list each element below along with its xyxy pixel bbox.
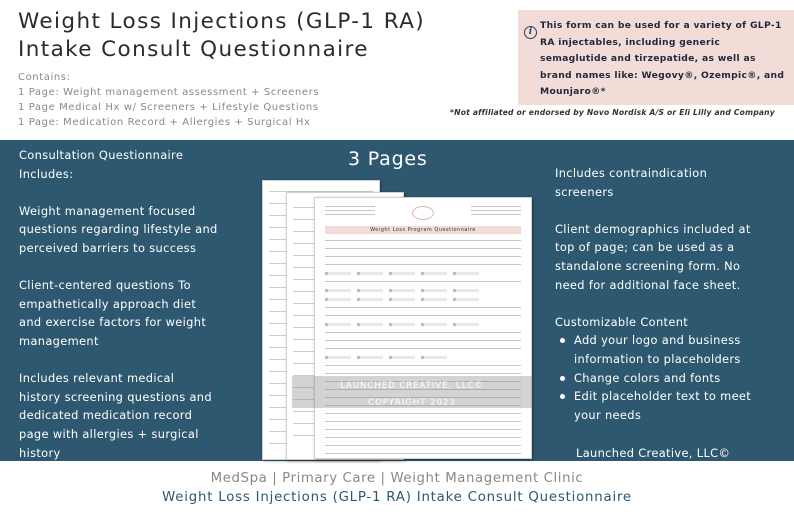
footer-title: Weight Loss Injections (GLP-1 RA) Intake Consult Questionnaire [162,490,632,505]
compatibility-note [518,10,794,105]
title-line-2: Intake Consult Questionnaire [18,37,369,62]
note-text [540,18,786,101]
list-item-continuation: your needs [574,407,642,422]
note-line: Mounjaro®* [540,86,606,97]
customizable-label: Customizable Content [555,314,689,329]
list-item: Add your logo and business [555,331,790,350]
feature-line: page with allergies + surgical [19,426,199,441]
feature-line: screeners [555,184,614,199]
right-feature-column [555,164,790,424]
list-item: Change colors and fonts [555,369,790,388]
contains-item: 1 Page Medical Hx w/ Screeners + Lifestyle Questions [18,102,319,113]
pages-heading: 3 Pages [348,148,428,170]
title-line-1: Weight Loss Injections (GLP-1 RA) [18,9,426,34]
feature-line: empathetically approach diet [19,296,197,311]
feature-line: and exercise factors for weight [19,315,207,330]
disclaimer: *Not affiliated or endorsed by Novo Nordisk A/S or Eli Lilly and Company [450,108,775,117]
preview-form-title: Weight Loss Program Questionnaire [325,226,521,234]
left-feature-column [19,146,259,462]
left-heading-line: Includes: [19,166,74,181]
note-line: brand names like: Wegovy®, Ozempic®, and [540,69,785,81]
feature-line: Client-centered questions To [19,278,191,293]
feature-line: Includes contraindication [555,166,708,180]
customization-list [555,331,790,424]
note-line: RA injectables, including generic [540,36,721,48]
header-section [0,0,794,140]
brand-signature: Launched Creative, LLC© [576,446,731,460]
feature-line: Weight management focused [19,203,196,218]
watermark-line: LAUNCHED CREATIVE, LLC© [340,381,484,391]
feature-line: questions regarding lifestyle and [19,222,218,237]
contains-item: 1 Page: Medication Record + Allergies + Surgical Hx [18,117,311,128]
contains-item: 1 Page: Weight management assessment + Screeners [18,87,320,98]
info-icon: i [524,26,537,39]
watermark-line: COPYRIGHT 2023 [368,398,456,408]
feature-line: top of page; can be used as a [555,240,735,255]
page-title [18,8,518,64]
left-heading-line: Consultation Questionnaire [19,148,184,162]
contains-list [18,70,319,130]
note-line: This form can be used for a variety of GLP-1 [540,20,782,31]
feature-line: management [19,333,99,348]
feature-line: history [19,445,61,460]
document-preview-stack [262,180,532,460]
feature-line: need for additional face sheet. [555,277,741,292]
features-panel [0,140,794,461]
note-line: semaglutide and tirzepatide, as well as [540,53,756,64]
footer-tags: MedSpa | Primary Care | Weight Management Clinic [210,471,584,486]
copyright-watermark [292,376,532,408]
feature-line: dedicated medication record [19,408,193,423]
feature-line: history screening questions and [19,389,212,404]
preview-sheet-front [314,197,532,459]
preview-letterhead [325,206,521,220]
logo-placeholder-icon [412,206,434,220]
list-item: Edit placeholder text to meet [555,387,790,406]
feature-line: Client demographics included at [555,221,751,236]
contains-label: Contains: [18,72,71,83]
feature-line: standalone screening form. No [555,258,741,273]
list-item-continuation: information to placeholders [574,351,741,366]
feature-line: Includes relevant medical [19,371,175,386]
feature-line: perceived barriers to success [19,240,197,255]
